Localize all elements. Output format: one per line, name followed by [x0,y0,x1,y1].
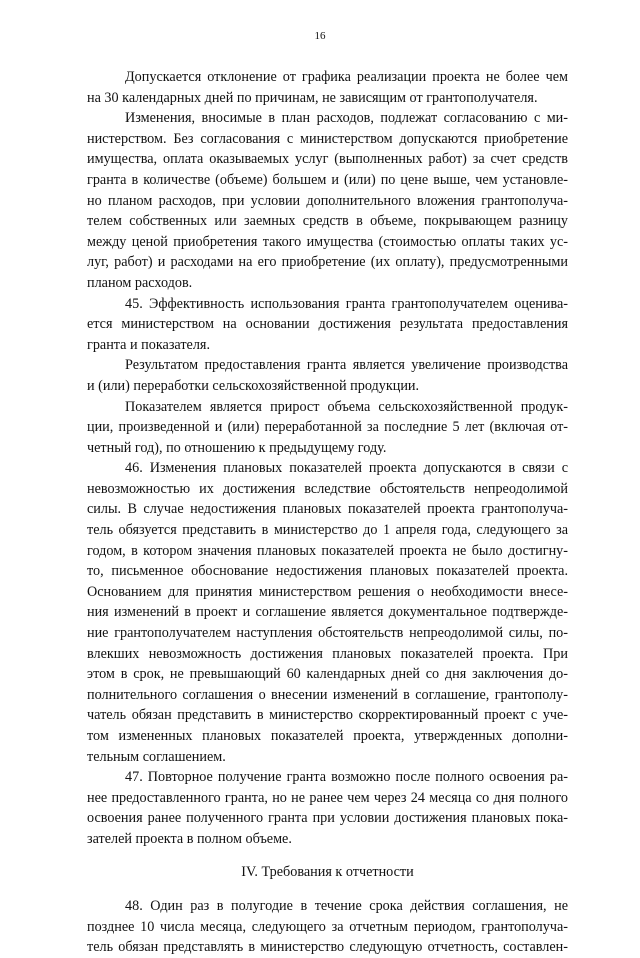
text-line: том измененных плановых показателей проекта, утвержденных дополни- [87,728,568,744]
text-line: 48. Один раз в полугодие в течение срока действия соглашения, не [125,898,568,915]
text-line: луг, работ) и расходами на его приобретение (их оплату), предусмотренными [87,254,568,271]
text-line: ние грантополучателем наступления обстоятельств непреодолимой силы, по- [87,625,568,642]
text-line: тельным соглашением. [87,748,226,765]
text-line: ции, произведенной и (или) переработанной за последние 5 лет (включая от- [87,419,568,436]
text-line: освоения ранее полученного гранта при условии достижения плановых пока- [87,810,568,827]
text-line: Основанием для принятия министерством решения о необходимости внесе- [87,583,568,600]
text-line: влекших невозможность достижения плановых показателей проекта. При [87,645,568,662]
text-line: силы. В случае недостижения плановых показателей проекта грантополуча- [87,501,568,518]
text-line: между ценой приобретения такого имущества (стоимостью оплаты таких ус- [87,233,568,250]
text-line: тель обязан представлять в министерство следующую отчетность, составлен- [87,939,568,956]
text-line: ния изменений в проект и соглашение является документальное подтвержде- [87,604,568,621]
text-line: 45. Эффективность использования гранта грантополучателем оценива- [125,295,568,312]
text-line: невозможностью их достижения вследствие обстоятельств непреодолимой [87,480,568,497]
text-line: позднее 10 числа месяца, следующего за отчетным периодом, грантополуча- [87,918,568,935]
text-line: нее предоставленного гранта, но не ранее чем через 24 месяца со дня полного [87,789,568,806]
spacer [87,882,568,896]
text-line: этом в срок, не превышающий 60 календарных дней со дня заключения до- [87,666,568,683]
text-line: годом, в котором значения плановых показателей проекта не было достигну- [87,542,568,559]
text-line: телем собственных или заемных средств в объеме, покрывающем разницу [87,213,568,230]
page-number: 16 [314,30,326,42]
spacer [87,850,568,862]
text-line: полнительного соглашения о внесении изменений в соглашение, грантополу- [87,686,568,703]
text-line: чатель обязан представить в министерство скорректированный проект с уче- [87,707,568,724]
text-line: и (или) переработки сельскохозяйственной продукции. [87,377,420,394]
text-line: Результатом предоставления гранта является увеличение производства [125,357,568,374]
text-line: планом расходов. [87,274,193,291]
text-line: Допускается отклонение от графика реализации проекта не более чем [125,69,568,85]
text-line: но планом расходов, при условии дополнительного вложения грантополуча- [87,192,568,209]
text-line: нистерством. Без согласования с министерством допускаются приобретение [87,130,568,147]
document-body [87,67,568,958]
text-line: четный год), по отношению к предыдущему году. [87,439,387,456]
text-line: на 30 календарных дней по причинам, не зависящим от грантополучателя. [87,89,538,106]
text-line: то, письменное обоснование недостижения плановых показателей проекта. [87,563,568,580]
text-line: зателей проекта в полном объеме. [87,830,292,847]
text-line: гранта в количестве (объеме) большем и (или) по цене выше, чем установле- [87,171,568,188]
text-line: имущества, оплата оказываемых услуг (выполненных работ) за счет средств [87,151,568,168]
text-line: гранта и показателя. [87,336,211,353]
text-line: ется министерством на основании достижения результата предоставления [87,316,568,333]
text-line: Изменения, вносимые в план расходов, подлежат согласованию с ми- [125,110,568,127]
text-line: тель обязуется представить в министерство до 1 апреля года, следующего за [87,522,568,539]
section-heading: IV. Требования к отчетности [241,863,414,880]
text-line: 47. Повторное получение гранта возможно после полного освоения ра- [125,769,568,786]
text-line: 46. Изменения плановых показателей проекта допускаются в связи с [125,460,568,477]
text-line: Показателем является прирост объема сельскохозяйственной продук- [125,398,568,415]
